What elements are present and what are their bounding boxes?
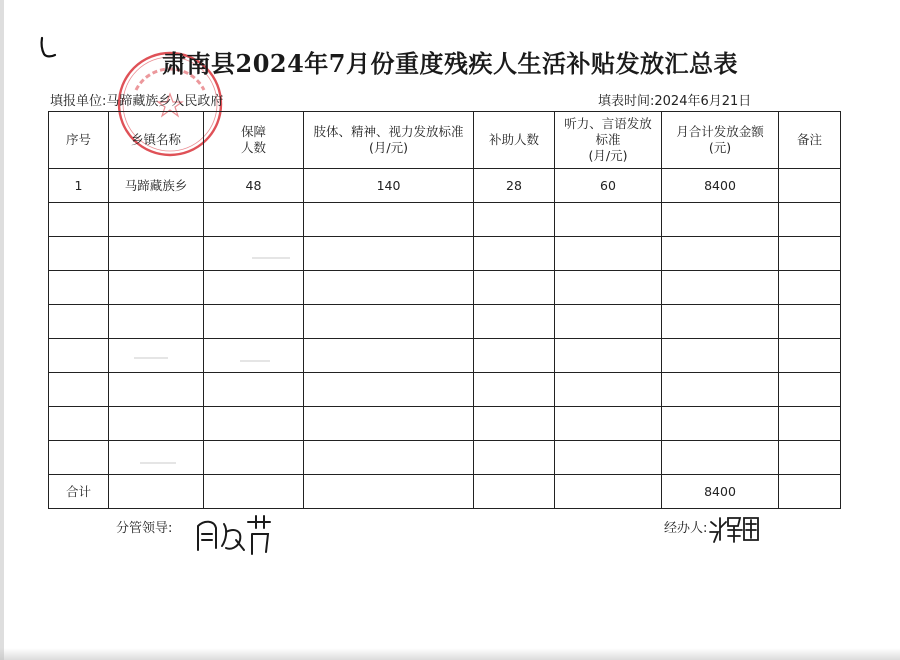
cell-covered-count bbox=[204, 271, 304, 305]
cell-monthly-total bbox=[662, 407, 779, 441]
cell-hearing-standard bbox=[555, 407, 662, 441]
reporting-unit-value: 马蹄藏族乡人民政府 bbox=[106, 94, 224, 109]
cell-subsidy-count bbox=[474, 441, 555, 475]
cell-remarks bbox=[779, 203, 841, 237]
cell-subsidy-count bbox=[474, 305, 555, 339]
cell-physical-standard bbox=[304, 237, 474, 271]
subsidy-summary-table bbox=[48, 111, 841, 509]
header-covered-count: 保障 人数 bbox=[204, 112, 304, 169]
cell-monthly-total bbox=[662, 441, 779, 475]
scan-smudge bbox=[140, 462, 176, 464]
cell-town-name bbox=[109, 203, 204, 237]
scan-left-edge bbox=[0, 0, 4, 660]
cell-remarks bbox=[779, 237, 841, 271]
cell-town-name bbox=[109, 339, 204, 373]
cell-subsidy-count bbox=[474, 271, 555, 305]
table-header-row bbox=[49, 112, 841, 169]
reporting-unit-label: 填报单位: bbox=[50, 94, 107, 109]
total-empty-cell bbox=[304, 475, 474, 509]
handler-signature-label: 经办人: bbox=[664, 521, 708, 536]
cell-town-name bbox=[109, 407, 204, 441]
fill-date-value: 2024年6月21日 bbox=[654, 94, 752, 109]
total-empty-cell bbox=[474, 475, 555, 509]
cell-subsidy-count bbox=[474, 203, 555, 237]
cell-town-name bbox=[109, 373, 204, 407]
cell-town-name bbox=[109, 271, 204, 305]
cell-town-name bbox=[109, 441, 204, 475]
cell-remarks bbox=[779, 373, 841, 407]
table-row bbox=[49, 203, 841, 237]
cell-hearing-standard bbox=[555, 203, 662, 237]
cell-hearing-standard bbox=[555, 237, 662, 271]
cell-hearing-standard bbox=[555, 305, 662, 339]
cell-monthly-total: 8400 bbox=[662, 169, 779, 203]
cell-covered-count bbox=[204, 407, 304, 441]
header-monthly-total: 月合计发放金额 (元) bbox=[662, 112, 779, 169]
cell-remarks bbox=[779, 305, 841, 339]
cell-hearing-standard: 60 bbox=[555, 169, 662, 203]
cell-town-name bbox=[109, 237, 204, 271]
fill-date-label: 填表时间: bbox=[598, 94, 655, 109]
reporting-unit bbox=[50, 90, 223, 109]
cell-monthly-total bbox=[662, 373, 779, 407]
cell-subsidy-count: 28 bbox=[474, 169, 555, 203]
table-row bbox=[49, 237, 841, 271]
supervisor-signature-icon bbox=[192, 510, 276, 556]
cell-covered-count bbox=[204, 305, 304, 339]
table-row bbox=[49, 169, 841, 203]
cell-hearing-standard bbox=[555, 373, 662, 407]
table-row bbox=[49, 373, 841, 407]
total-amount: 8400 bbox=[662, 475, 779, 509]
handler-signature-icon bbox=[708, 512, 760, 544]
header-physical-standard: 肢体、精神、视力发放标准 (月/元) bbox=[304, 112, 474, 169]
header-index: 序号 bbox=[49, 112, 109, 169]
total-empty-cell bbox=[779, 475, 841, 509]
cell-remarks bbox=[779, 169, 841, 203]
header-subsidy-count: 补助人数 bbox=[474, 112, 555, 169]
supervisor-signature-label: 分管领导: bbox=[116, 521, 173, 536]
cell-remarks bbox=[779, 407, 841, 441]
cell-remarks bbox=[779, 271, 841, 305]
cell-covered-count bbox=[204, 339, 304, 373]
total-empty-cell bbox=[204, 475, 304, 509]
cell-index bbox=[49, 203, 109, 237]
table-row bbox=[49, 441, 841, 475]
cell-index bbox=[49, 339, 109, 373]
cell-index bbox=[49, 441, 109, 475]
cell-covered-count bbox=[204, 203, 304, 237]
document-title: 肃南县2024年7月份重度残疾人生活补贴发放汇总表 bbox=[162, 49, 738, 78]
cell-hearing-standard bbox=[555, 339, 662, 373]
cell-index bbox=[49, 271, 109, 305]
cell-physical-standard bbox=[304, 203, 474, 237]
cell-subsidy-count bbox=[474, 237, 555, 271]
table-row bbox=[49, 271, 841, 305]
header-town-name: 乡镇名称 bbox=[109, 112, 204, 169]
cell-physical-standard: 140 bbox=[304, 169, 474, 203]
cell-physical-standard bbox=[304, 339, 474, 373]
cell-subsidy-count bbox=[474, 373, 555, 407]
cell-remarks bbox=[779, 339, 841, 373]
cell-hearing-standard bbox=[555, 271, 662, 305]
cell-covered-count bbox=[204, 441, 304, 475]
total-row bbox=[49, 475, 841, 509]
cell-covered-count: 48 bbox=[204, 169, 304, 203]
cell-monthly-total bbox=[662, 271, 779, 305]
table-row bbox=[49, 305, 841, 339]
header-hearing-standard: 听力、言语发放 标准 (月/元) bbox=[555, 112, 662, 169]
cell-index bbox=[49, 305, 109, 339]
cell-monthly-total bbox=[662, 305, 779, 339]
cell-subsidy-count bbox=[474, 407, 555, 441]
cell-monthly-total bbox=[662, 339, 779, 373]
cell-physical-standard bbox=[304, 271, 474, 305]
cell-index: 1 bbox=[49, 169, 109, 203]
cell-town-name bbox=[109, 305, 204, 339]
scan-smudge bbox=[134, 357, 168, 359]
cell-covered-count bbox=[204, 373, 304, 407]
header-remarks: 备注 bbox=[779, 112, 841, 169]
total-empty-cell bbox=[555, 475, 662, 509]
fill-date bbox=[598, 90, 751, 109]
total-empty-cell bbox=[109, 475, 204, 509]
table-row bbox=[49, 339, 841, 373]
scan-smudge bbox=[240, 360, 270, 362]
cell-physical-standard bbox=[304, 305, 474, 339]
cell-hearing-standard bbox=[555, 441, 662, 475]
cell-index bbox=[49, 373, 109, 407]
scan-bottom-edge bbox=[0, 648, 900, 660]
cell-covered-count bbox=[204, 237, 304, 271]
table-row bbox=[49, 407, 841, 441]
total-label: 合计 bbox=[49, 475, 109, 509]
scan-smudge bbox=[252, 257, 290, 259]
cell-remarks bbox=[779, 441, 841, 475]
cell-monthly-total bbox=[662, 237, 779, 271]
cell-physical-standard bbox=[304, 407, 474, 441]
cell-subsidy-count bbox=[474, 339, 555, 373]
cell-physical-standard bbox=[304, 441, 474, 475]
cell-index bbox=[49, 407, 109, 441]
cell-monthly-total bbox=[662, 203, 779, 237]
cell-index bbox=[49, 237, 109, 271]
cell-physical-standard bbox=[304, 373, 474, 407]
cell-town-name: 马蹄藏族乡 bbox=[109, 169, 204, 203]
